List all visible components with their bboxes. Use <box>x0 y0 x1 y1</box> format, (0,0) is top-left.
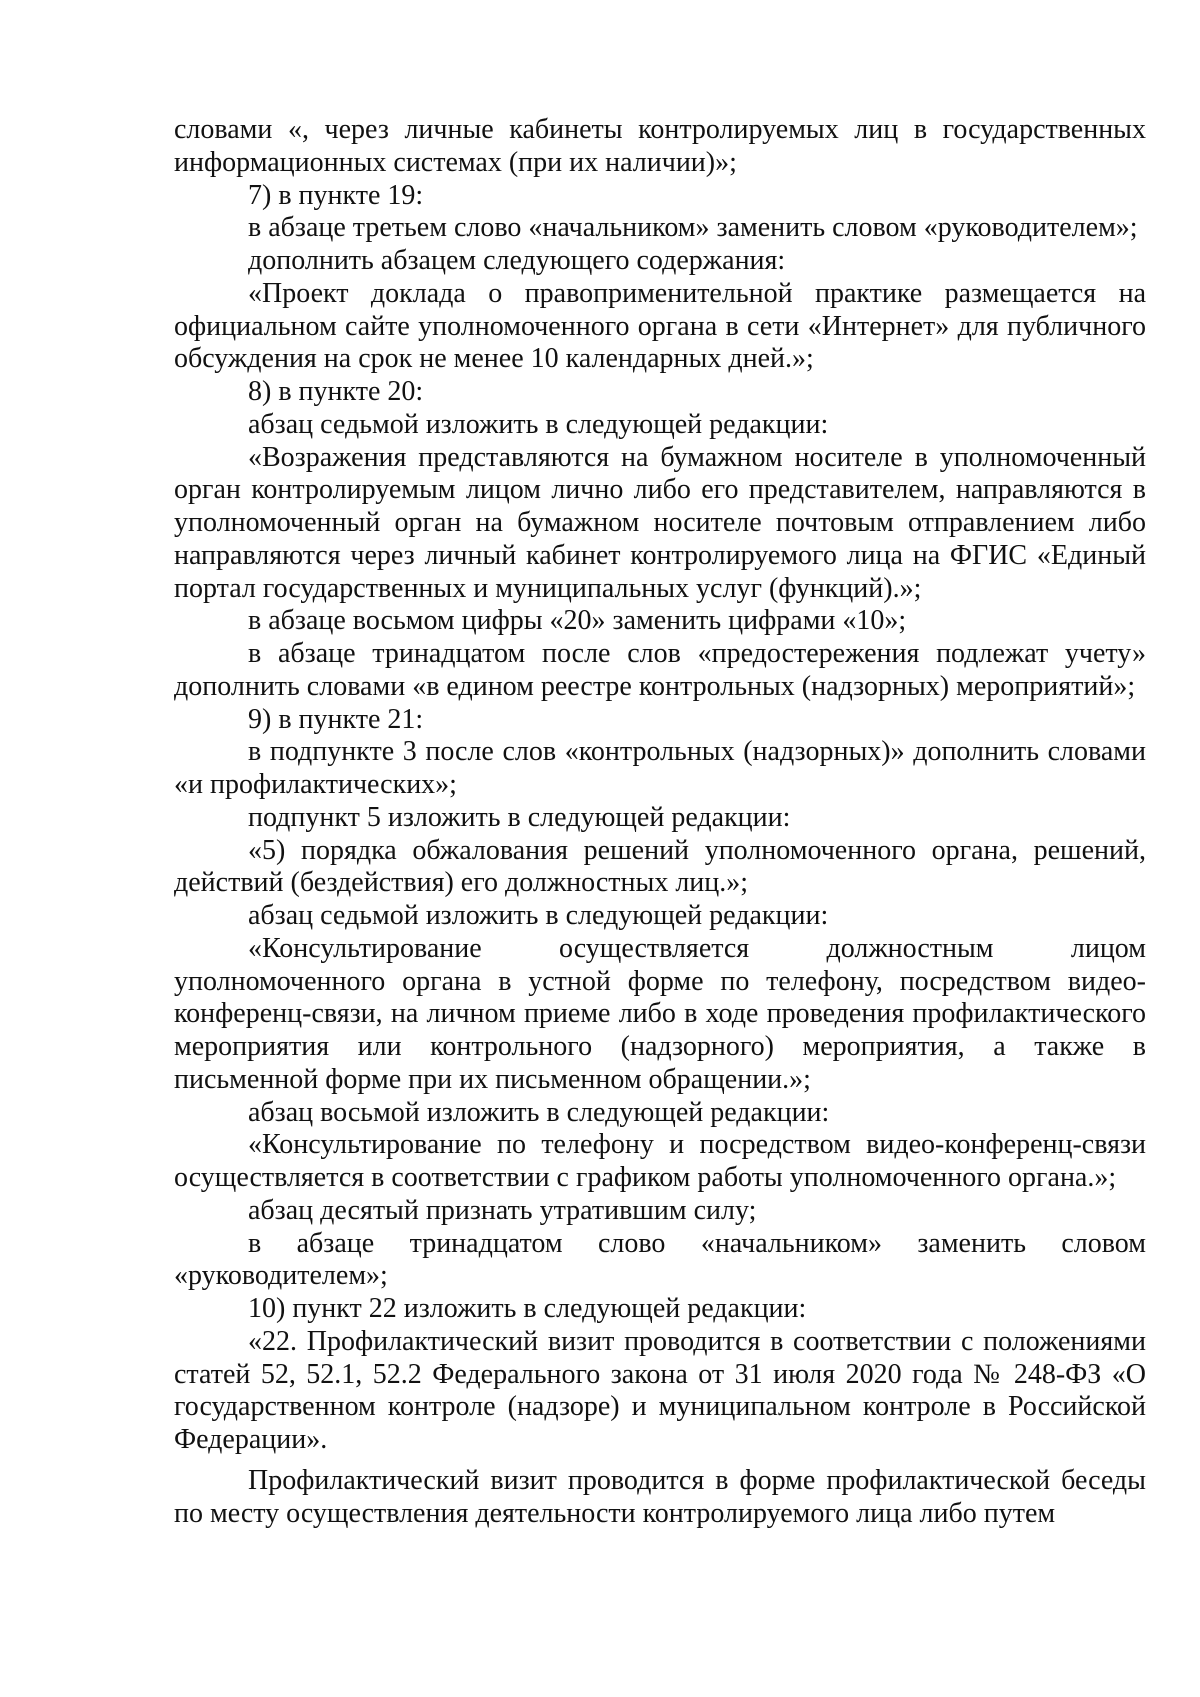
paragraph-16: «Консультирование осуществляется должностным лицом уполномоченного органа в устной форме по телефону, посредством видео-конференц-связи, на личном приеме либо в ходе проведения профилактического мероприятия или контрольного (надзорного) мероприятия, а также в письменной форме при их письменном обращении.»; <box>174 932 1146 1095</box>
paragraph-15: абзац седьмой изложить в следующей редакции: <box>248 900 829 931</box>
paragraph-14: «5) порядка обжалования решений уполномоченного органа, решений, действий (бездействия) его должностных лиц.»; <box>174 834 1146 899</box>
paragraph-10: в абзаце тринадцатом после слов «предостережения подлежат учету» дополнить словами «в едином реестре контрольных (надзорных) мероприятий»; <box>174 638 1146 702</box>
paragraph-18: «Консультирование по телефону и посредством видео-конференц-связи осуществляется в соответствии с графиком работы уполномоченного органа.»; <box>174 1129 1146 1193</box>
paragraph-19: абзац десятый признать утратившим силу; <box>248 1194 757 1226</box>
paragraph-21: 10) пункт 22 изложить в следующей редакции: <box>248 1293 807 1324</box>
paragraph-13: подпункт 5 изложить в следующей редакции: <box>248 801 791 833</box>
paragraph-8: «Возражения представляются на бумажном носителе в уполномоченный орган контролируемым лицом лично либо его представителем, направляются в уполномоченный орган на бумажном носителе почтовым отправлением либо направляются через личный кабинет контролируемого лица на ФГИС «Единый портал государственных и муниципальных услуг (функций).»; <box>174 441 1146 604</box>
paragraph-9: в абзаце восьмом цифры «20» заменить цифрами «10»; <box>248 605 907 637</box>
paragraph-6: 8) в пункте 20: <box>248 376 424 407</box>
paragraph-22: «22. Профилактический визит проводится в соответствии с положениями статей 52, 52.1, 52.2 Федерального закона от 31 июля 2020 года № 248-ФЗ «О государственном контроле (надзоре) и муниципальном контроле в Российской Федерации». <box>174 1325 1146 1455</box>
paragraph-20: в абзаце тринадцатом слово «начальником» заменить словом «руководителем»; <box>174 1227 1146 1292</box>
paragraph-5: «Проект доклада о правоприменительной практике размещается на официальном сайте уполномоченного органа в сети «Интернет» для публичного обсуждения на срок не менее 10 календарных дней.»; <box>174 277 1146 375</box>
paragraph-23: Профилактический визит проводится в форме профилактической беседы по месту осуществления деятельности контролируемого лица либо путем <box>174 1464 1146 1529</box>
paragraph-17: абзац восьмой изложить в следующей редакции: <box>248 1096 830 1128</box>
document-body <box>174 114 1146 1530</box>
paragraph-2: 7) в пункте 19: <box>248 179 424 211</box>
paragraph-12: в подпункте 3 после слов «контрольных (надзорных)» дополнить словами «и профилактических»; <box>174 736 1146 800</box>
paragraph-3: в абзаце третьем слово «начальником» заменить словом «руководителем»; <box>248 212 1138 244</box>
paragraph-1: словами «, через личные кабинеты контролируемых лиц в государственных информационных системах (при их наличии)»; <box>174 114 1146 178</box>
paragraph-7: абзац седьмой изложить в следующей редакции: <box>248 408 829 440</box>
paragraph-11: 9) в пункте 21: <box>248 703 424 735</box>
paragraph-4: дополнить абзацем следующего содержания: <box>248 245 786 276</box>
